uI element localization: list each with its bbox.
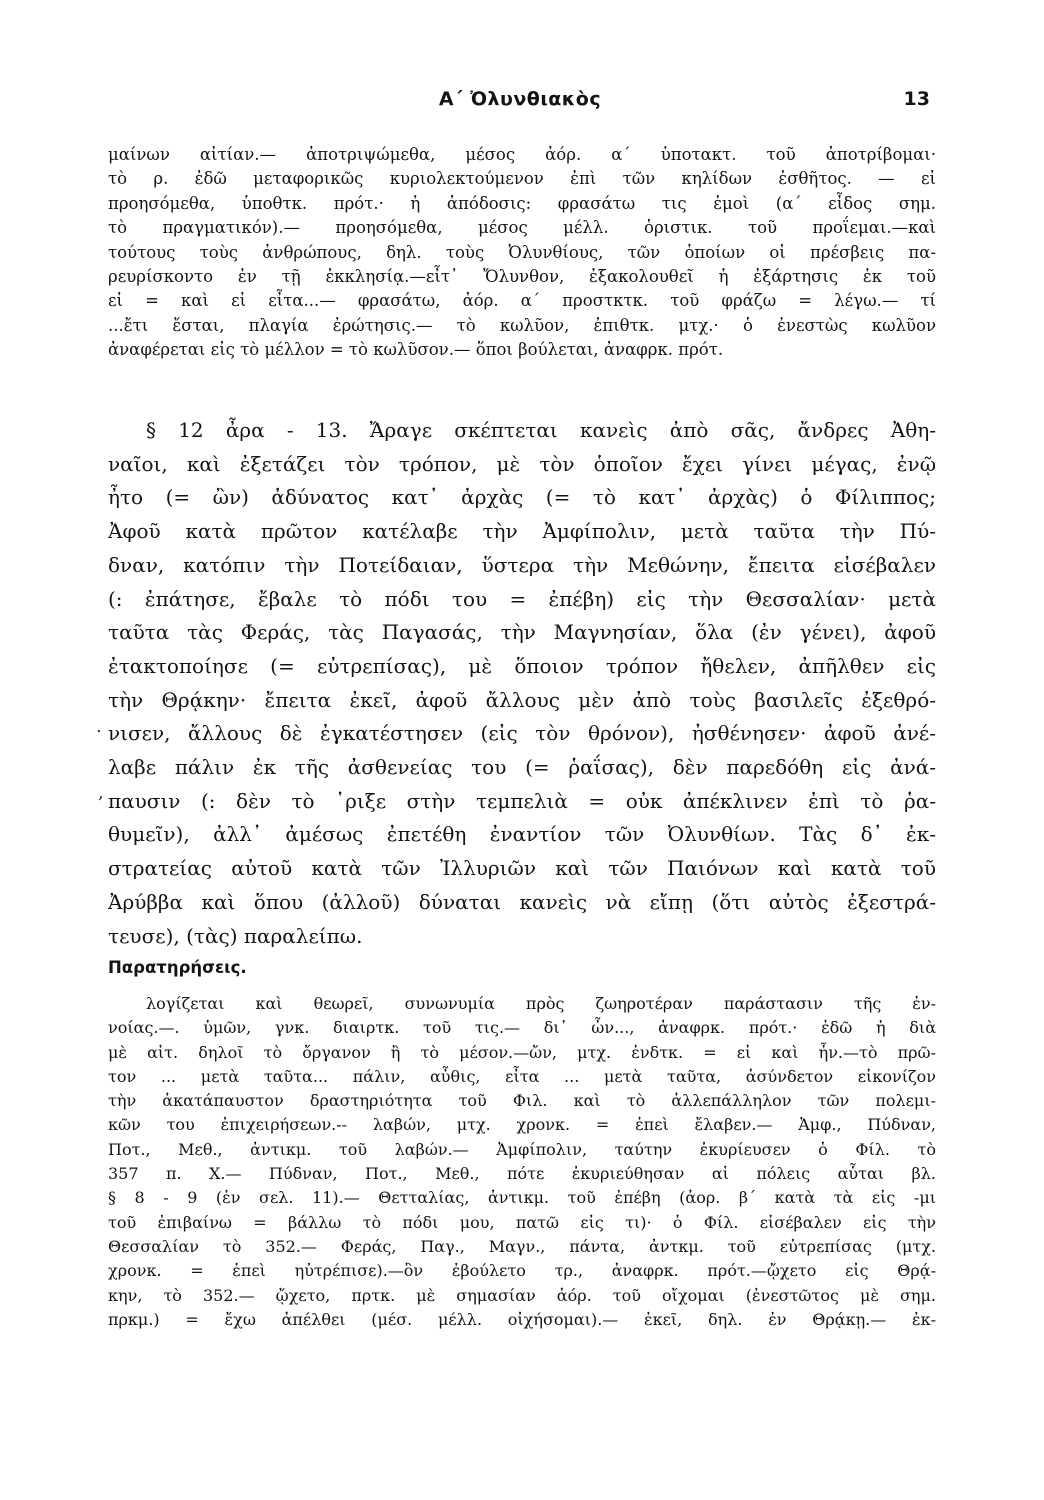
text-line: τον ... μετὰ ταῦτα... πάλιν, αὖθις, εἶτα ... μετὰ ταῦτα, ἀσύνδετον εἰκονίζον xyxy=(108,1066,936,1086)
observations-text xyxy=(108,992,936,1332)
section-line: θυμεῖν), ἀλλ᾽ ἀμέσως ἐπετέθη ἐναντίον τῶν Ὀλυνθίων. Τὰς δ᾽ ἐκ- xyxy=(108,822,936,847)
text-line: τὸ πραγματικόν).— προησόμεθα, μέσος μέλλ. ὁριστικ. τοῦ προΐεμαι.—καὶ xyxy=(108,218,936,238)
section-line: § 12 ἆρα - 13. Ἄραγε σκέπτεται κανεὶς ἀπὸ σᾶς, ἄνδρες Ἀθη- xyxy=(146,418,936,442)
text-line: χρονκ. = ἐπεὶ ηὐτρέπισε).—ὃν ἐβούλετο τρ., ἀναφρκ. πρότ.—ᾤχετο εἰς Θρᾴ- xyxy=(108,1261,936,1281)
section-line: παυσιν (: δὲν τὸ ῾ριξε στὴν τεμπελιὰ = οὐκ ἀπέκλινεν ἐπὶ τὸ ῥα- xyxy=(108,788,936,813)
text-line: νοίας.—. ὑμῶν, γνκ. διαιρτκ. τοῦ τις.— δι᾽ ὧν..., ἀναφρκ. πρότ.· ἐδῶ ἡ διὰ xyxy=(108,1018,936,1038)
text-line: κην, τὸ 352.— ᾤχετο, πρτκ. μὲ σημασίαν ἀόρ. τοῦ οἴχομαι (ἐνεστῶτος μὲ σημ. xyxy=(108,1285,936,1305)
text-line: τοῦ ἐπιβαίνω = βάλλω τὸ πόδι μου, πατῶ εἰς τι)· ὁ Φίλ. εἰσέβαλεν εἰς τὴν xyxy=(108,1212,936,1232)
section-line: Ἀφοῦ κατὰ πρῶτον κατέλαβε τὴν Ἀμφίπολιν, μετὰ ταῦτα τὴν Πύ- xyxy=(108,519,936,544)
section-line: λαβε πάλιν ἐκ τῆς ἀσθενείας του (= ῥαΐσας), δὲν παρεδόθη εἰς ἀνά- xyxy=(108,755,936,780)
section-line: ἦτο (= ὢν) ἀδύνατος κατ᾽ ἀρχὰς (= τὸ κατ᾽ ἀρχὰς) ὁ Φίλιππος; xyxy=(108,485,936,510)
text-line: Θεσσαλίαν τὸ 352.— Φεράς, Παγ., Μαγν., πάντα, ἀντκμ. τοῦ εὐτρεπίσας (μτχ. xyxy=(108,1236,936,1256)
page-header xyxy=(100,88,940,120)
text-line: εἰ = καὶ εἰ εἶτα...— φρασάτω, ἀόρ. α΄ προστκτκ. τοῦ φράζω = λέγω.— τί xyxy=(108,291,936,311)
text-line: μὲ αἰτ. δηλοῖ τὸ ὄργανον ἢ τὸ μέσον.—ὤν, μτχ. ἐνδτκ. = εἰ καὶ ἦν.—τὸ πρῶ- xyxy=(108,1042,936,1062)
section-line: ἐτακτοποίησε (= εὐτρεπίσας), μὲ ὅποιον τρόπον ἤθελεν, ἀπῆλθεν εἰς xyxy=(108,653,936,678)
section-line: (: ἐπάτησε, ἔβαλε τὸ πόδι του = ἐπέβη) εἰς τὴν Θεσσαλίαν· μετὰ xyxy=(108,586,936,611)
text-line: μαίνων αἰτίαν.— ἀποτριψώμεθα, μέσος ἀόρ. α΄ ὑποτακτ. τοῦ ἀποτρίβομαι· xyxy=(108,145,936,164)
section-line: τὴν Θρᾴκην· ἔπειτα ἐκεῖ, ἀφοῦ ἄλλους μὲν ἀπὸ τοὺς βασιλεῖς ἐξεθρό- xyxy=(108,687,936,712)
running-title: Α΄ Ὀλυνθιακὸς xyxy=(438,88,602,110)
text-line: ρευρίσκοντο ἐν τῇ ἐκκλησίᾳ.—εἶτ᾽ Ὄλυνθον, ἐξακολουθεῖ ἡ ἐξάρτησις ἐκ τοῦ xyxy=(108,267,936,287)
commentary-top xyxy=(108,143,936,363)
section-translation xyxy=(108,414,936,953)
page-number: 13 xyxy=(903,88,930,110)
text-line: τὸ ρ. ἐδῶ μεταφορικῶς κυριολεκτούμενον ἐπὶ τῶν κηλίδων ἐσθῆτος. — εἰ xyxy=(108,169,936,189)
section-line: τευσε), (τὰς) παραλείπω. xyxy=(108,923,363,948)
section-line: στρατείας αὐτοῦ κατὰ τῶν Ἰλλυριῶν καὶ τῶν Παιόνων καὶ κατὰ τοῦ xyxy=(108,856,936,881)
text-line: Ποτ., Μεθ., ἀντικμ. τοῦ λαβών.— Ἀμφίπολιν, ταύτην ἐκυρίευσεν ὁ Φίλ. τὸ xyxy=(108,1139,936,1159)
text-line: κῶν του ἐπιχειρήσεων.-- λαβών, μτχ. χρονκ. = ἐπεὶ ἔλαβεν.— Ἀμφ., Πύδναν, xyxy=(108,1115,936,1135)
section-line: ταῦτα τὰς Φεράς, τὰς Παγασάς, τὴν Μαγνησίαν, ὅλα (ἐν γένει), ἀφοῦ xyxy=(108,620,936,645)
text-line: § 8 - 9 (ἐν σελ. 11).— Θετταλίας, ἀντικμ. τοῦ ἐπέβη (ἀορ. β΄ κατὰ τὰ εἰς -μι xyxy=(108,1188,936,1208)
margin-comma: , xyxy=(98,782,104,803)
section-line: νισεν, ἄλλους δὲ ἐγκατέστησεν (εἰς τὸν θρόνον), ἠσθένησεν· ἀφοῦ ἀνέ- xyxy=(108,721,936,746)
text-line: τὴν ἀκατάπαυστον δραστηριότητα τοῦ Φιλ. καὶ τὸ ἀλλεπάλληλον τῶν πολεμι- xyxy=(108,1091,936,1111)
section-line: δναν, κατόπιν τὴν Ποτείδαιαν, ὕστερα τὴν Μεθώνην, ἔπειτα εἰσέβαλεν xyxy=(108,552,936,577)
text-line: ...ἔτι ἔσται, πλαγία ἐρώτησις.— τὸ κωλῦον, ἐπιθτκ. μτχ.· ὁ ἐνεστὼς κωλῦον xyxy=(108,315,936,335)
margin-dot: . xyxy=(96,716,102,737)
text-line: 357 π. Χ.— Πύδναν, Ποτ., Μεθ., πότε ἐκυριεύθησαν αἱ πόλεις αὗται βλ. xyxy=(108,1164,936,1184)
section-line: Ἀρύββα καὶ ὅπου (ἀλλοῦ) δύναται κανεὶς νὰ εἴπῃ (ὅτι αὐτὸς ἐξεστρά- xyxy=(108,889,936,914)
text-line: προησόμεθα, ὑποθτκ. πρότ.· ἡ ἀπόδοσις: φρασάτω τις ἐμοὶ (α΄ εἶδος σημ. xyxy=(108,193,936,213)
section-line: ναῖοι, καὶ ἐξετάζει τὸν τρόπον, μὲ τὸν ὁποῖον ἔχει γίνει μέγας, ἐνῷ xyxy=(108,451,936,476)
text-line: τούτους τοὺς ἀνθρώπους, δηλ. τοὺς Ὀλυνθίους, τῶν ὁποίων οἱ πρέσβεις πα- xyxy=(108,242,936,262)
observations-heading: Παρατηρήσεις. xyxy=(108,958,247,977)
text-line: λογίζεται καὶ θεωρεῖ, συνωνυμία πρὸς ζωηροτέραν παράστασιν τῆς ἐν- xyxy=(146,994,936,1013)
text-line: ἀναφέρεται εἰς τὸ μέλλον = τὸ κωλῦσον.— ὅποι βούλεται, ἀναφρκ. πρότ. xyxy=(108,340,724,360)
text-line: πρκμ.) = ἔχω ἀπέλθει (μέσ. μέλλ. οἰχήσομαι).— ἐκεῖ, δηλ. ἐν Θρᾴκῃ.— ἐκ- xyxy=(108,1309,936,1329)
